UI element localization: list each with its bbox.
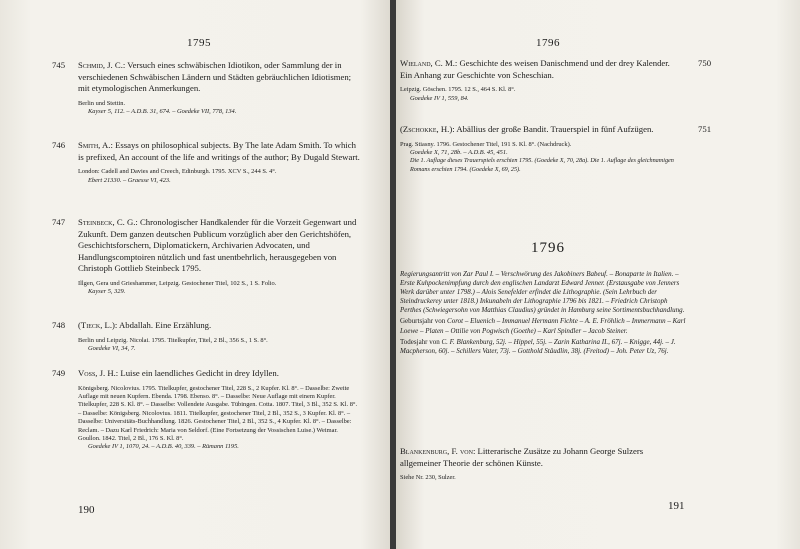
entry-title: Abällius der große Bandit. Trauerspiel in fünf Aufzügen. bbox=[456, 124, 654, 134]
year-heading: 1796 bbox=[531, 240, 565, 256]
entry-imprint: Illgen, Gera und Grieshammer, Leipzig. Gestochener Titel, 102 S., 1 S. Folio. bbox=[78, 279, 277, 287]
entry-main bbox=[78, 320, 360, 332]
entry-main bbox=[78, 368, 360, 380]
entry-main bbox=[78, 217, 360, 275]
running-head-left: 1795 bbox=[187, 37, 211, 49]
entry-main bbox=[78, 140, 360, 163]
entry-number: 749 bbox=[52, 368, 66, 378]
entry-number: 750 bbox=[698, 58, 712, 68]
entry-title: Luise ein laendliches Gedicht in drey Idyllen. bbox=[120, 368, 279, 378]
entry-refs: Goedeke X, 71, 28b. – A.D.B. 45, 451. bbox=[410, 149, 508, 156]
entry-blankenburg bbox=[400, 446, 682, 483]
entry-747 bbox=[52, 217, 360, 297]
entry-notes: Die 1. Auflage dieses Trauerspiels erschien 1795. (Goedeke X, 70, 28a). Die 1. Auflage des gleichnamigen Romans erschien 1794. (Goedeke X, 69, 25). bbox=[410, 157, 674, 173]
entry-number: 745 bbox=[52, 60, 66, 70]
intro-events: Regierungsantritt von Zar Paul I. – Verschwörung des Jakobiners Babeuf. – Bonaparte in Italien. – Erste Kuhpockenimpfung durch den englischen Landarzt Edward Jenner. (Erstausgabe von Jenners Werk darüber unter 1798.) – Alois Senefelder erfindet die Lithographie. (Sein Lehrbuch der Steindruckerey unter 1818.) Inkunabeln der Lithographie 1796 bis 1821. – Friedrich Christoph Perthes (Schwiegersohn von Matthias Claudius) gründet in Hamburg seine Sortimentsbuchhandlung. bbox=[400, 270, 685, 315]
entry-751 bbox=[400, 124, 712, 174]
entry-main bbox=[400, 58, 682, 81]
entry-imprint: Prag. Stiasny. 1796. Gestochener Titel, 191 S. Kl. 8°. (Nachdruck). bbox=[400, 140, 572, 148]
entry-imprint: Königsberg. Nicolovius. 1795. Titelkupfer, gestochener Titel, 228 S., 2 Kupfer. Kl. 8°. – Dasselbe: Zweite Auflage mit neuen Kupfern. Ebenda. 1798. Ebenso. 8°. – Dasselbe: Neue Auflage mit einem Kupfer. Titelkupfer, 228 S. Kl. 8°. – Dasselbe: Vollendete Ausgabe. Tübingen. Cotta. 1807. Titel, 3 Bl., 352 S. Kl. 8°. – Dasselbe: Königsberg. Nicolovius. 1811. Titelkupfer, gestochener Titel, 2 Bl., 352 S., 3 Kupfer. Kl. 8°. – Dasselbe: Universitäts-Buchhandlung. 1826. Gestochener Titel, 2 Bl., 352 S., 4 Kupfer. Kl. 8°. – Dasselbe: Reclam. – Dazu Karl Friedrich: Maria von Seldorf. (Eine Fortsetzung der Vossischen Luise.) Weimar. Goullon. 1842. Titel, 2 Bl., 176 S. Kl. 8°. bbox=[78, 384, 358, 443]
entry-main bbox=[400, 446, 682, 469]
entry-title: Abdallah. Eine Erzählung. bbox=[119, 320, 212, 330]
entry-author: Schmid, J. C.: bbox=[78, 60, 126, 70]
entry-refs: Goedeke VI, 34, 7. bbox=[88, 345, 136, 352]
left-page bbox=[0, 0, 392, 549]
entry-number: 747 bbox=[52, 217, 66, 227]
died-list: C. F. Blankenburg, 52j. – Hippel, 55j. – Zarin Katharina II., 67j. – Knigge, 44j. – J. Macpherson, 60j. – Schillers Vater, 73j. – Gotthold Stäudlin, 38j. (Freitod) – Joh. Peter Uz, 76j. bbox=[400, 337, 676, 355]
entry-imprint: Berlin und Leipzig. Nicolai. 1795. Titelkupfer, Titel, 2 Bl., 356 S., 1 S. 8°. bbox=[78, 336, 268, 344]
entry-749 bbox=[52, 368, 360, 452]
entry-title: Versuch eines schwäbischen Idiotikon, oder Sammlung der in verschiedenen Schwäbischen Ländern und Städten gebräuchlichen Idiotismen; mit etymologischen Anmerkungen. bbox=[78, 60, 352, 94]
intro-born bbox=[400, 317, 690, 335]
entry-imprint: Leipzig. Göschen. 1795. 12 S., 464 S. Kl. 8°. bbox=[400, 86, 516, 94]
entry-750 bbox=[400, 58, 712, 103]
entry-author: Wieland, C. M.: bbox=[400, 58, 458, 68]
died-label: Todesjahr von bbox=[400, 337, 440, 346]
entry-refs: Kayser 5, 329. bbox=[88, 288, 126, 296]
born-list: Corot – Eluenich – Immanuel Hermann Fichte – A. E. Fröhlich – Immermann – Karl Loewe – Platen – Ottilie von Pogwisch (Goethe) – Karl Spindler – Jacob Steiner. bbox=[400, 317, 686, 335]
entry-title: Essays on philosophical subjects. By The late Adam Smith. To which is prefixed, An account of the life and writings of the author; By Dugald Stewart. bbox=[78, 140, 360, 162]
folio-left: 190 bbox=[78, 504, 95, 516]
entry-author: Voss, J. H.: bbox=[78, 368, 119, 378]
entry-refs: Ebert 21330. – Graesse VI, 423. bbox=[88, 176, 171, 184]
entry-main bbox=[400, 124, 682, 136]
entry-title: Litterarische Zusätze zu Johann George Sulzers allgemeiner Theorie der schönen Künste. bbox=[400, 446, 644, 468]
entry-746 bbox=[52, 140, 360, 185]
entry-number: 748 bbox=[52, 320, 66, 330]
entry-refs: Goedeke IV 1, 559, 84. bbox=[410, 94, 469, 102]
year-intro bbox=[400, 270, 690, 358]
entry-imprint: Siehe Nr. 230, Sulzer. bbox=[400, 474, 456, 482]
entry-745 bbox=[52, 60, 360, 117]
entry-refs: Kayser 5, 112. – A.D.B. 31, 674. – Goedeke VII, 778, 134. bbox=[88, 108, 237, 116]
running-head-right: 1796 bbox=[536, 37, 560, 49]
entry-refs: Goedeke IV 1, 1070, 24. – A.D.B. 40, 339. – Rümann 1195. bbox=[88, 443, 239, 451]
entry-main bbox=[78, 60, 360, 95]
entry-author: (Tieck, L.): bbox=[78, 320, 118, 330]
folio-right: 191 bbox=[668, 500, 685, 512]
entry-imprint: London: Cadell and Davies and Creech, Edinburgh. 1795. XCV S., 244 S. 4°. bbox=[78, 168, 277, 176]
right-page bbox=[396, 0, 800, 549]
entry-author: (Zschokke, H.): bbox=[400, 124, 455, 134]
intro-died bbox=[400, 338, 690, 356]
entry-author: Smith, A.: bbox=[78, 140, 113, 150]
entry-title: Geschichte des weisen Danischmend und der drey Kalender. Ein Anhang zur Geschichte von Scheschian. bbox=[400, 58, 670, 80]
entry-number: 746 bbox=[52, 140, 66, 150]
entry-title: Chronologischer Handkalender für die Vorzeit Gegenwart und Zukunft. Dem ganzen deutschen Publicum vorzüglich aber den Gerichtshöfen, Geschichtsforschern, Diplomatickern, Archivarien Advocaten, und Handlungscomptoiren nützlich und fast unentbehrlich, herausgegeben von Christoph Gottlieb Steinbeck 1795. bbox=[78, 217, 357, 274]
entry-number: 751 bbox=[698, 124, 712, 134]
entry-748 bbox=[52, 320, 360, 353]
born-label: Geburtsjahr von bbox=[400, 317, 446, 326]
entry-imprint: Berlin und Stettin. bbox=[78, 99, 126, 107]
entry-author: Blankenburg, F. von: bbox=[400, 446, 476, 456]
entry-author: Steinbeck, C. G.: bbox=[78, 217, 138, 227]
